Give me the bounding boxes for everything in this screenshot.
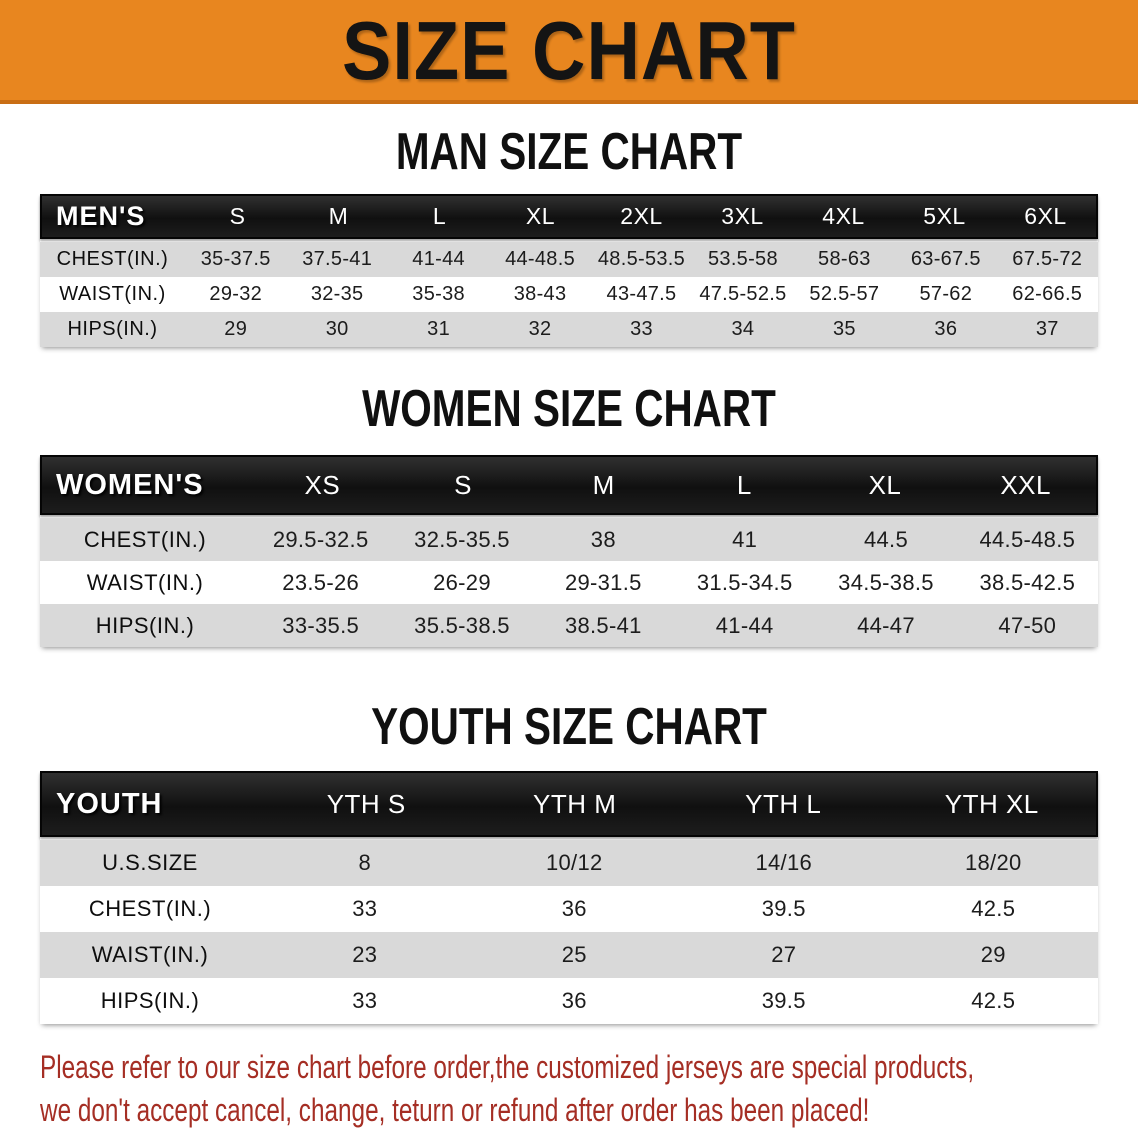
measurement-cell: 58-63: [818, 248, 871, 270]
measurement-cell: 36: [934, 318, 958, 340]
section-title: YOUTH SIZE CHART: [371, 696, 767, 756]
measurement-cell: 36: [561, 988, 587, 1013]
measurement-cell: 41: [732, 526, 758, 552]
size-column-header: L: [736, 469, 752, 500]
banner: [0, 0, 1138, 104]
size-table: [40, 771, 1098, 1024]
measurement-cell: 38-43: [513, 283, 567, 305]
measurement-cell: 57-62: [919, 283, 973, 305]
measurement-cell: 10/12: [545, 850, 603, 875]
measurement-cell: 42.5: [971, 896, 1016, 921]
row-label: HIPS(IN.): [100, 988, 200, 1013]
table-row: [40, 840, 1098, 886]
row-label: HIPS(IN.): [67, 318, 158, 340]
measurement-cell: 14/16: [755, 850, 813, 875]
measurement-cell: 29-31.5: [564, 569, 642, 595]
table-row: [40, 978, 1098, 1024]
table-header-label: WOMEN'S: [56, 468, 204, 501]
measurement-cell: 47.5-52.5: [699, 283, 787, 305]
measurement-cell: 39.5: [761, 896, 806, 921]
measurement-cell: 63-67.5: [910, 248, 981, 270]
measurement-cell: 27: [771, 942, 797, 967]
table-row: [40, 604, 1098, 647]
measurement-cell: 29.5-32.5: [272, 526, 369, 552]
size-column-header: 2XL: [620, 203, 663, 229]
row-label: HIPS(IN.): [95, 612, 195, 638]
page-title: SIZE CHART: [342, 3, 796, 97]
size-table: [40, 194, 1098, 347]
size-column-header: S: [454, 469, 472, 500]
table-row: [40, 312, 1098, 347]
size-column-header: XL: [525, 203, 556, 229]
row-label: WAIST(IN.): [59, 283, 166, 305]
section-title: MAN SIZE CHART: [395, 121, 743, 181]
size-column-header: M: [328, 203, 349, 229]
measurement-cell: 31.5-34.5: [696, 569, 793, 595]
row-label: CHEST(IN.): [88, 896, 212, 921]
measurement-cell: 8: [358, 850, 372, 875]
measurement-cell: 35-38: [412, 283, 465, 305]
disclaimer-line-2: we don't accept cancel, change, teturn or refund after order has been placed!: [40, 1092, 870, 1128]
measurement-cell: 25: [561, 942, 587, 967]
size-table: [40, 455, 1098, 647]
measurement-cell: 47-50: [998, 612, 1057, 638]
table-row: [40, 886, 1098, 932]
measurement-cell: 37.5-41: [302, 248, 373, 270]
measurement-cell: 31: [427, 318, 451, 340]
size-column-header: 5XL: [923, 203, 966, 229]
table-header-label: YOUTH: [56, 787, 163, 820]
size-section: [0, 121, 1138, 347]
measurement-cell: 38: [590, 526, 616, 552]
table-row: [40, 277, 1098, 312]
row-label: WAIST(IN.): [86, 569, 204, 595]
table-header-row: [40, 194, 1098, 239]
measurement-cell: 34: [731, 318, 755, 340]
size-column-header: XS: [304, 469, 341, 500]
table-row: [40, 932, 1098, 978]
measurement-cell: 29: [224, 318, 248, 340]
measurement-cell: 32.5-35.5: [414, 526, 510, 552]
measurement-cell: 32: [528, 318, 552, 340]
measurement-cell: 32-35: [310, 283, 364, 305]
table-header-row: [40, 455, 1098, 515]
measurement-cell: 35: [832, 318, 856, 340]
size-column-header: L: [432, 203, 447, 229]
row-label: WAIST(IN.): [91, 942, 209, 967]
row-label: CHEST(IN.): [56, 248, 169, 270]
size-section: [0, 378, 1138, 647]
row-label: U.S.SIZE: [102, 850, 198, 875]
measurement-cell: 33: [352, 988, 378, 1013]
measurement-cell: 44.5-48.5: [979, 526, 1076, 552]
measurement-cell: 30: [325, 318, 349, 340]
measurement-cell: 62-66.5: [1012, 283, 1083, 305]
measurement-cell: 33: [352, 896, 378, 921]
table-row: [40, 561, 1098, 604]
measurement-cell: 39.5: [761, 988, 806, 1013]
measurement-cell: 34.5-38.5: [838, 569, 934, 595]
measurement-cell: 29: [980, 942, 1006, 967]
size-column-header: 6XL: [1024, 203, 1067, 229]
measurement-cell: 38.5-41: [564, 612, 642, 638]
measurement-cell: 38.5-42.5: [979, 569, 1076, 595]
measurement-cell: 52.5-57: [809, 283, 880, 305]
measurement-cell: 44.5: [863, 526, 908, 552]
measurement-cell: 29-32: [209, 283, 263, 305]
measurement-cell: 37: [1035, 318, 1059, 340]
size-column-header: YTH L: [745, 788, 822, 819]
measurement-cell: 26-29: [433, 569, 491, 595]
size-column-header: M: [592, 469, 615, 500]
measurement-cell: 43-47.5: [606, 283, 677, 305]
measurement-cell: 18/20: [964, 850, 1022, 875]
sections-container: [0, 121, 1138, 1024]
measurement-cell: 35-37.5: [200, 248, 271, 270]
row-label: CHEST(IN.): [83, 526, 207, 552]
measurement-cell: 53.5-58: [707, 248, 778, 270]
measurement-cell: 67.5-72: [1012, 248, 1083, 270]
disclaimer: [40, 1046, 1138, 1132]
measurement-cell: 23: [352, 942, 378, 967]
measurement-cell: 33-35.5: [282, 612, 360, 638]
size-column-header: YTH S: [326, 788, 406, 819]
section-title: WOMEN SIZE CHART: [362, 378, 776, 438]
size-column-header: 4XL: [822, 203, 865, 229]
table-row: [40, 518, 1098, 561]
size-column-header: YTH XL: [944, 788, 1039, 819]
measurement-cell: 36: [561, 896, 587, 921]
measurement-cell: 23.5-26: [282, 569, 360, 595]
disclaimer-line-1: Please refer to our size chart before order,the customized jerseys are special products,: [40, 1049, 975, 1085]
measurement-cell: 44-48.5: [505, 248, 576, 270]
measurement-cell: 35.5-38.5: [414, 612, 510, 638]
size-column-header: 3XL: [721, 203, 764, 229]
measurement-cell: 41-44: [715, 612, 774, 638]
table-header-row: [40, 771, 1098, 837]
measurement-cell: 48.5-53.5: [597, 248, 686, 270]
size-column-header: XL: [868, 469, 902, 500]
size-column-header: YTH M: [533, 788, 617, 819]
size-column-header: S: [229, 203, 246, 229]
measurement-cell: 33: [630, 318, 653, 340]
measurement-cell: 41-44: [412, 248, 465, 270]
size-column-header: XXL: [1000, 469, 1051, 500]
measurement-cell: 42.5: [971, 988, 1016, 1013]
measurement-cell: 44-47: [857, 612, 915, 638]
table-header-label: MEN'S: [56, 201, 146, 231]
table-row: [40, 242, 1098, 277]
size-section: [0, 696, 1138, 1024]
